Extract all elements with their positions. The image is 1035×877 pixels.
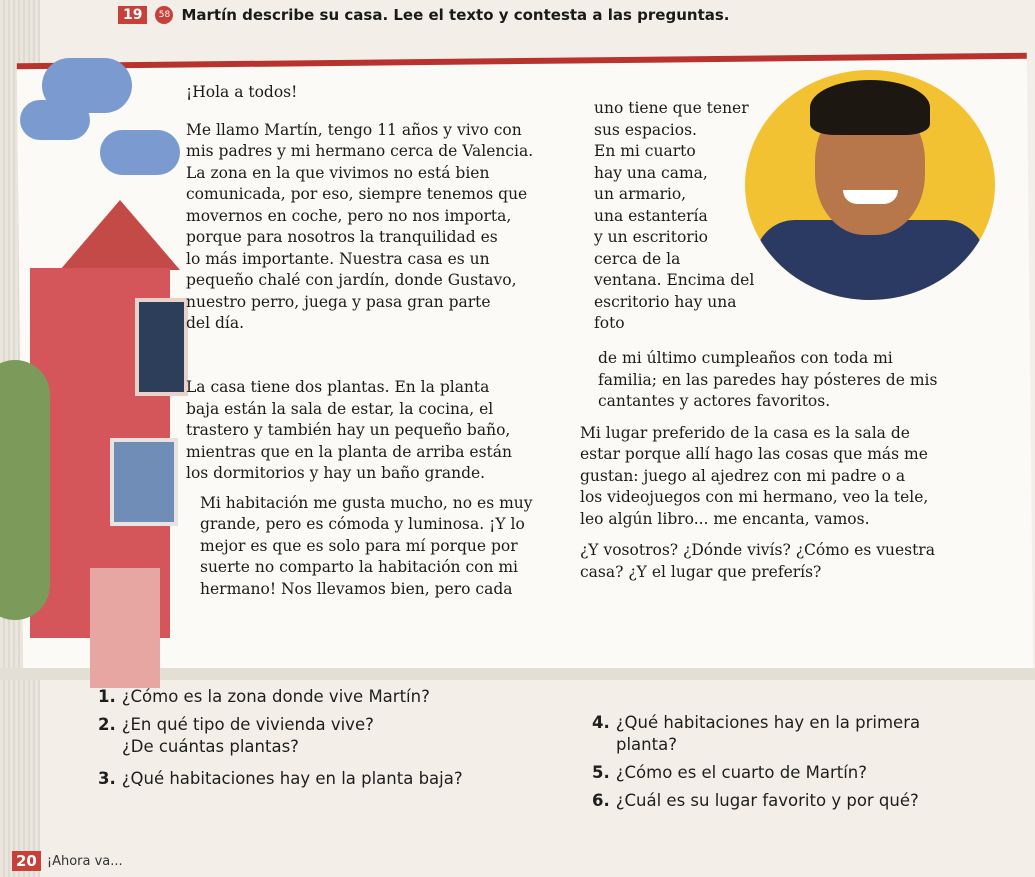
paragraph: La casa tiene dos plantas. En la planta baja están la sala de estar, la cocina, el trastero y también hay un pequeño baño, mientras que en la planta de arriba están los dormitorios y hay un baño grande. [186, 378, 512, 482]
paragraph: uno tiene que tener sus espacios. En mi cuarto hay una cama, un armario, una estantería y un escritorio cerca de la ventana. Encima del escritorio hay una foto [594, 99, 755, 332]
house-roof [60, 200, 180, 270]
cloud-illustration [20, 100, 90, 140]
exercise-number: 19 [118, 6, 147, 24]
photo-hair [810, 80, 930, 135]
question-4: 4. ¿Qué habitaciones hay en la primera planta? [592, 713, 921, 754]
questions-left [98, 686, 568, 796]
house-door [90, 568, 160, 688]
paragraph: Me llamo Martín, tengo 11 años y vivo con mis padres y mi hermano cerca de Valencia. La zona en la que vivimos no está bien comunicada, por eso, siempre tenemos que movernos en coche, pero no nos importa, porque para nosotros la tranquilidad es lo más importante. Nuestra casa es un pequeño chalé con jardín, donde Gustavo, nuestro perro, juega y pasa gran parte del día. [186, 120, 534, 332]
question-6: 6. ¿Cuál es su lugar favorito y por qué? [592, 791, 919, 810]
house-window [135, 298, 188, 396]
question-5: 5. ¿Cómo es el cuarto de Martín? [592, 763, 868, 782]
question-1: 1. ¿Cómo es la zona donde vive Martín? [98, 687, 430, 706]
question-2: 2. ¿En qué tipo de vivienda vive? ¿De cuántas plantas? [98, 715, 374, 756]
letter-column-1b [186, 377, 581, 600]
greeting: ¡Hola a todos! [186, 83, 298, 101]
page-number: 20 [12, 851, 41, 871]
photo-smile [843, 190, 898, 204]
letter-column-2b [580, 348, 1010, 583]
house-wall [30, 268, 170, 638]
tree-illustration [0, 360, 50, 620]
exercise-instruction: Martín describe su casa. Lee el texto y contesta a las preguntas. [181, 6, 730, 24]
footer-text: ¡Ahora va... [46, 853, 123, 869]
martin-photo [745, 70, 995, 300]
paragraph: de mi último cumpleaños con toda mi familia; en las paredes hay pósteres de mis cantantes y actores favoritos. [598, 349, 938, 410]
paragraph: Mi lugar preferido de la casa es la sala de estar porque allí hago las cosas que más me gustan: juego al ajedrez con mi padre o a los videojuegos con mi hermano, veo la tele, leo algún libro... me encanta, vamos. [580, 423, 929, 528]
questions-right [592, 712, 1022, 818]
cloud-illustration [100, 130, 180, 175]
paragraph: Mi habitación me gusta mucho, no es muy grande, pero es cómoda y luminosa. ¡Y lo mejor es que es solo para mí porque por suerte no comparto la habitación con mi hermano! Nos llevamos bien, pero cada [200, 493, 533, 598]
letter-column-2a [594, 98, 764, 335]
house-illustration [0, 200, 170, 640]
page-footer [12, 851, 123, 871]
letter-column-1 [186, 82, 576, 335]
house-window [110, 438, 178, 526]
audio-track-icon[interactable]: 58 [155, 6, 173, 24]
paragraph: ¿Y vosotros? ¿Dónde vivís? ¿Cómo es vuestra casa? ¿Y el lugar que preferís? [580, 541, 935, 581]
question-3: 3. ¿Qué habitaciones hay en la planta baja? [98, 769, 463, 788]
exercise-header [118, 6, 729, 24]
